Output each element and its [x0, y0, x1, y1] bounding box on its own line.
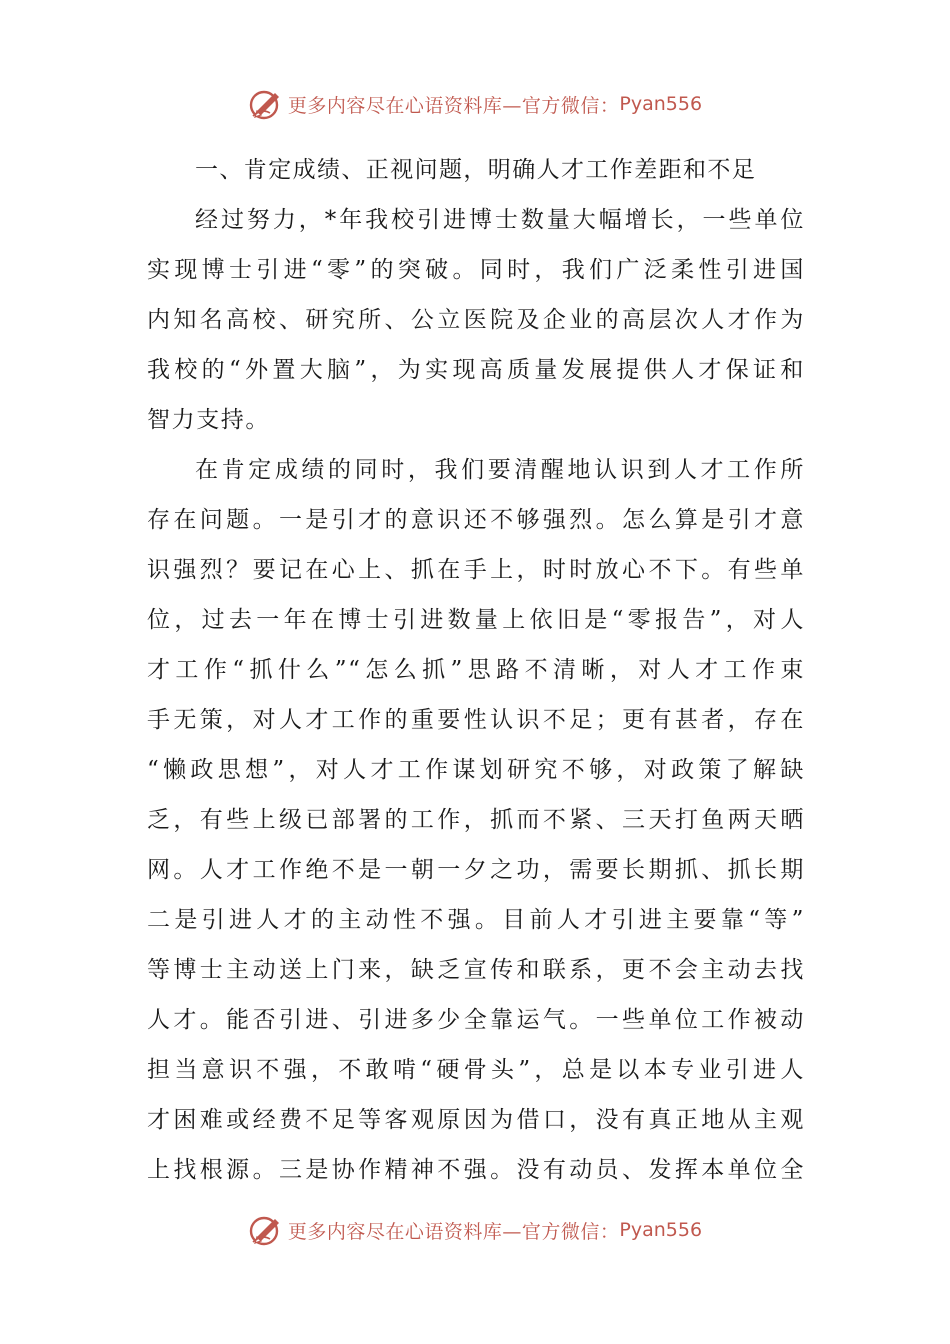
footer-watermark — [0, 1208, 950, 1252]
text-line: 上找根源。三是协作精神不强。没有动员、发挥本单位全 — [147, 1157, 805, 1183]
text-line: 识强烈？要记在心上、抓在手上，时时放心不下。有些单 — [147, 557, 805, 583]
banner-text: 更多内容尽在心语资料库—官方微信： — [287, 94, 620, 117]
text-line: 在肯定成绩的同时，我们要清醒地认识到人才工作所 — [195, 457, 805, 483]
pen-logo-icon — [248, 1212, 284, 1248]
text-line: 人才。能否引进、引进多少全靠运气。一些单位工作被动 — [147, 1007, 805, 1033]
text-line: 我校的“外置大脑”，为实现高质量发展提供人才保证和 — [147, 357, 805, 383]
text-line: 智力支持。 — [147, 407, 270, 433]
text-line: 经过努力，*年我校引进博士数量大幅增长，一些单位 — [195, 207, 805, 233]
text-line: 乏，有些上级已部署的工作，抓而不紧、三天打鱼两天晒 — [147, 807, 805, 833]
banner-text: 更多内容尽在心语资料库—官方微信： — [287, 1220, 620, 1243]
text-line: 二是引进人才的主动性不强。目前人才引进主要靠“等” — [147, 907, 805, 933]
header-watermark — [0, 82, 950, 126]
text-line: 位，过去一年在博士引进数量上依旧是“零报告”，对人 — [147, 607, 805, 633]
text-line: 存在问题。一是引才的意识还不够强烈。怎么算是引才意 — [147, 507, 805, 533]
section-heading: 一、肯定成绩、正视问题，明确人才工作差距和不足 — [195, 157, 757, 183]
text-line: 担当意识不强，不敢啃“硬骨头”，总是以本专业引进人 — [147, 1057, 805, 1083]
document-body — [147, 145, 805, 1195]
text-line: 内知名高校、研究所、公立医院及企业的高层次人才作为 — [147, 307, 805, 333]
text-line: 网。人才工作绝不是一朝一夕之功，需要长期抓、抓长期 — [147, 857, 805, 883]
banner-wechat-id: Pyan556 — [619, 1219, 703, 1241]
text-line: 等博士主动送上门来，缺乏宣传和联系，更不会主动去找 — [147, 957, 805, 983]
text-line: “懒政思想”，对人才工作谋划研究不够，对政策了解缺 — [147, 757, 805, 783]
text-line: 才困难或经费不足等客观原因为借口，没有真正地从主观 — [147, 1107, 805, 1133]
text-line: 手无策，对人才工作的重要性认识不足；更有甚者，存在 — [147, 707, 805, 733]
paragraph-2 — [147, 445, 805, 1195]
paragraph-1 — [147, 195, 805, 445]
pen-logo-icon — [248, 86, 284, 122]
text-line: 实现博士引进“零”的突破。同时，我们广泛柔性引进国 — [147, 257, 805, 283]
text-line: 才工作“抓什么”“怎么抓”思路不清晰，对人才工作束 — [147, 657, 805, 683]
banner-wechat-id: Pyan556 — [619, 93, 703, 115]
